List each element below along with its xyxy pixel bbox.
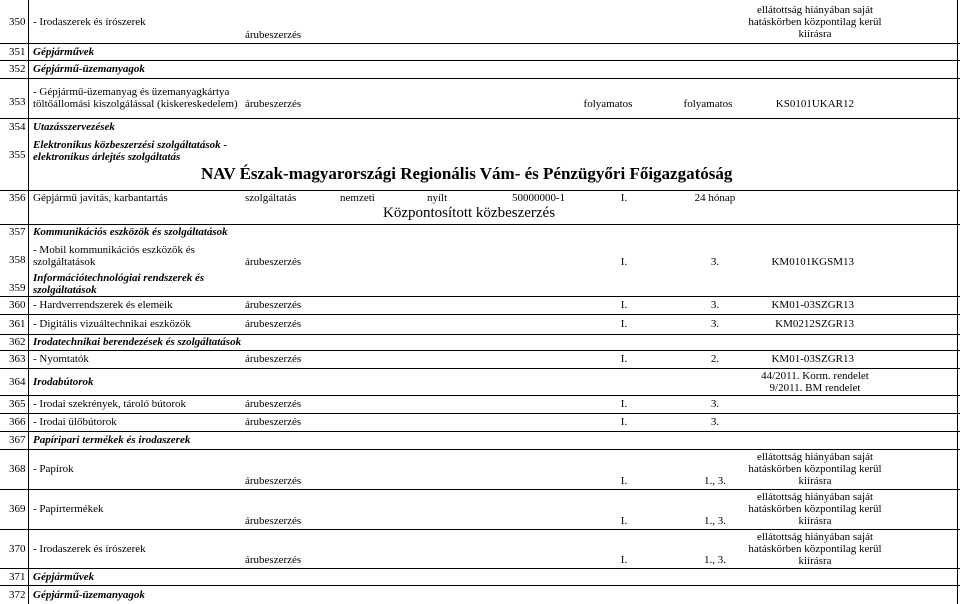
row-number: 352: [9, 63, 26, 75]
row-number: 365: [9, 398, 26, 410]
remark-line: kiírásra: [798, 475, 832, 487]
row-number: 353: [9, 96, 26, 108]
remark-line: ellátottság hiányában saját: [756, 4, 874, 16]
item-label: - Mobil kommunikációs eszközök és: [33, 244, 195, 256]
start-period: I.: [620, 475, 628, 487]
start-period: I.: [620, 192, 628, 204]
procurement-code: KM0101KGSM13: [771, 256, 854, 268]
start-period: I.: [620, 256, 628, 268]
category-label: Gépjárművek: [33, 46, 95, 58]
procurement-type: árubeszerzés: [245, 98, 302, 110]
row-number: 372: [9, 589, 26, 601]
procedure-type: nyílt: [427, 192, 448, 204]
procurement-type: szolgáltatás: [245, 192, 297, 204]
item-label: - Digitális vizuáltechnikai eszközök: [33, 318, 191, 330]
row-number: 351: [9, 46, 26, 58]
row-number: 356: [9, 192, 26, 204]
procurement-type: árubeszerzés: [245, 515, 302, 527]
row-number: 368: [9, 463, 26, 475]
duration: 1., 3.: [704, 554, 726, 566]
start-period: I.: [620, 353, 628, 365]
remark-line: ellátottság hiányában saját: [756, 531, 874, 543]
category-label: Utazásszervezések: [33, 121, 115, 133]
procurement-type: árubeszerzés: [245, 416, 302, 428]
procurement-code: KM01-03SZGR13: [771, 299, 854, 311]
procurement-code: KM01-03SZGR13: [771, 353, 854, 365]
procurement-code: KS0101UKAR12: [775, 98, 854, 110]
row-number: 371: [9, 571, 26, 583]
category-label: Irodatechnikai berendezések és szolgáltatások: [33, 336, 242, 348]
remark-line: hatáskörben központilag kerül: [748, 503, 882, 515]
row-number: 355: [9, 149, 26, 161]
procurement-type: árubeszerzés: [245, 29, 302, 41]
row-number: 360: [9, 299, 26, 311]
duration: 2.: [710, 353, 720, 365]
row-number: 363: [9, 353, 26, 365]
start-period: I.: [620, 318, 628, 330]
remark-line: ellátottság hiányában saját: [756, 451, 874, 463]
item-label: szolgáltatások: [33, 256, 96, 268]
remark-line: kiírásra: [798, 515, 832, 527]
remark-line: 44/2011. Korm. rendelet: [761, 370, 869, 382]
remark-line: ellátottság hiányában saját: [756, 491, 874, 503]
item-label: - Papírtermékek: [33, 503, 104, 515]
start-period: I.: [620, 416, 628, 428]
start-period: folyamatos: [583, 98, 633, 110]
category-label: Elektronikus közbeszerzési szolgáltatások -: [33, 139, 228, 151]
authority-banner: NAV Észak-magyarországi Regionális Vám- és Pénzügyőri Főigazgatóság: [201, 164, 733, 183]
duration: 3.: [710, 299, 720, 311]
row-number: 358: [9, 254, 26, 266]
category-label: Gépjármű-üzemanyagok: [33, 63, 145, 75]
category-label: Gépjármű-üzemanyagok: [33, 589, 145, 601]
procurement-type: árubeszerzés: [245, 398, 302, 410]
row-number: 354: [9, 121, 26, 133]
item-label: - Irodaszerek és írószerek: [33, 16, 146, 28]
item-label: - Hardverrendszerek és elemeik: [33, 299, 173, 311]
start-period: I.: [620, 554, 628, 566]
remark-line: hatáskörben központilag kerül: [748, 463, 882, 475]
category-label: elektronikus árlejtés szolgáltatás: [33, 151, 181, 163]
category-label: szolgáltatások: [33, 284, 97, 296]
remark-line: hatáskörben központilag kerül: [748, 543, 882, 555]
row-number: 357: [9, 226, 26, 238]
item-label: - Irodaszerek és írószerek: [33, 543, 146, 555]
duration: 3.: [710, 416, 720, 428]
duration: 3.: [710, 256, 720, 268]
procedure-scope: nemzeti: [340, 192, 375, 204]
remark-line: hatáskörben központilag kerül: [748, 16, 882, 28]
item-label: - Irodai ülőbútorok: [33, 416, 117, 428]
procurement-code: KM0212SZGR13: [775, 318, 854, 330]
procurement-type: árubeszerzés: [245, 318, 302, 330]
category-label: Gépjárművek: [33, 571, 95, 583]
row-number: 367: [9, 434, 26, 446]
estimated-amount: 50000000-1: [512, 192, 566, 204]
start-period: I.: [620, 398, 628, 410]
row-number: 350: [9, 16, 26, 28]
row-number: 369: [9, 503, 26, 515]
row-number: 370: [9, 543, 26, 555]
remark-line: kiírásra: [798, 28, 832, 40]
item-label: töltőállomási kiszolgálással (kiskereskedelem): [33, 98, 238, 110]
row-number: 359: [9, 282, 26, 294]
remark-line: kiírásra: [798, 555, 832, 567]
item-label: - Nyomtatók: [33, 353, 89, 365]
item-label: - Papírok: [33, 463, 74, 475]
procurement-type: árubeszerzés: [245, 256, 302, 268]
row-number: 364: [9, 376, 26, 388]
item-label: - Irodai szekrények, tároló bútorok: [33, 398, 187, 410]
duration: 1., 3.: [704, 475, 726, 487]
duration: 1., 3.: [704, 515, 726, 527]
procurement-type: árubeszerzés: [245, 554, 302, 566]
row-number: 362: [9, 336, 26, 348]
start-period: I.: [620, 299, 628, 311]
row-number: 361: [9, 318, 26, 330]
duration: 24 hónap: [694, 192, 736, 204]
row-number: 366: [9, 416, 26, 428]
category-label: Irodabútorok: [33, 376, 94, 388]
item-label: - Gépjármű-üzemanyag és üzemanyagkártya: [33, 86, 230, 98]
start-period: I.: [620, 515, 628, 527]
category-label: Kommunikációs eszközök és szolgáltatások: [33, 226, 228, 238]
duration: folyamatos: [683, 98, 733, 110]
procurement-type: árubeszerzés: [245, 299, 302, 311]
remark-line: 9/2011. BM rendelet: [769, 382, 861, 394]
procurement-type: árubeszerzés: [245, 475, 302, 487]
central-procurement-banner: Központosított közbeszerzés: [383, 205, 556, 221]
category-label: Információtechnológiai rendszerek és: [33, 272, 205, 284]
duration: 3.: [710, 318, 720, 330]
procurement-type: árubeszerzés: [245, 353, 302, 365]
duration: 3.: [710, 398, 720, 410]
item-label: Gépjármű javítás, karbantartás: [33, 192, 168, 204]
category-label: Papíripari termékek és irodaszerek: [33, 434, 191, 446]
